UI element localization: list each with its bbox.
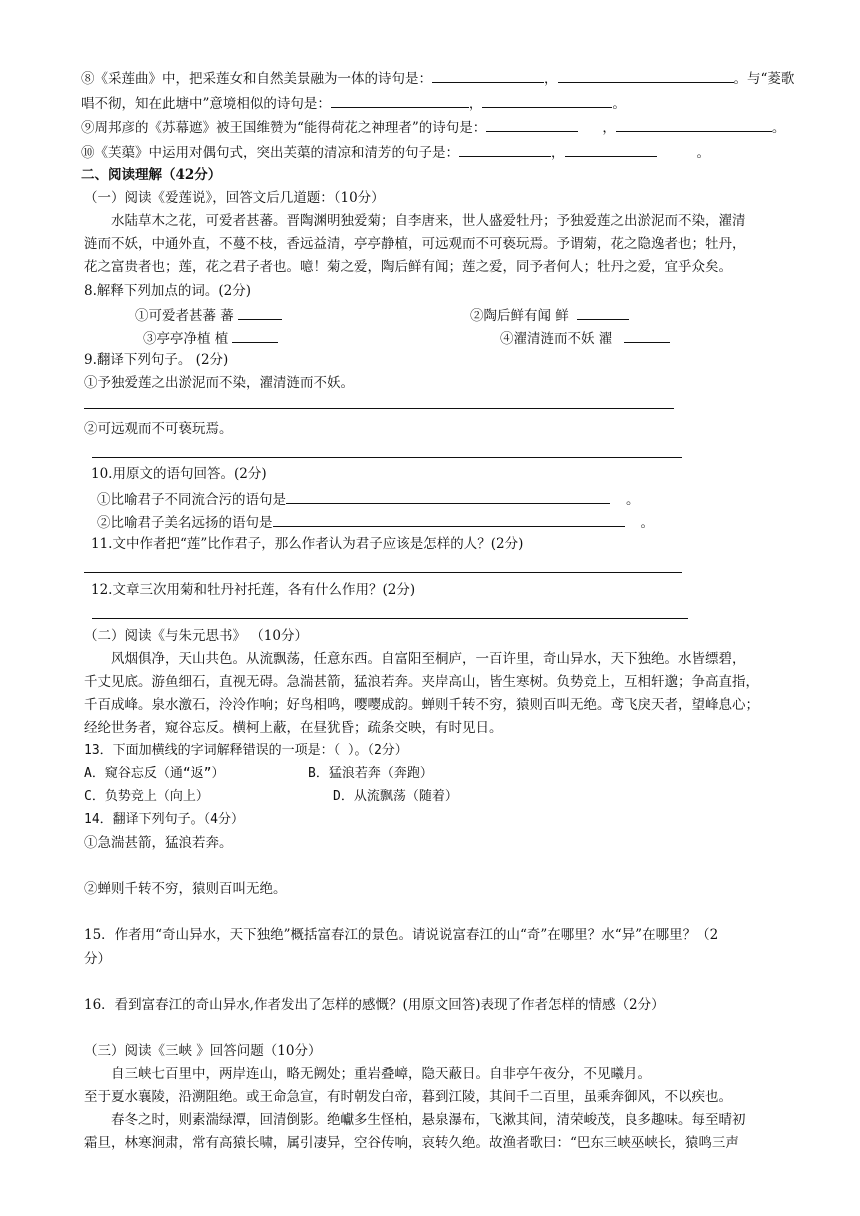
q8-item-1 xyxy=(135,305,282,325)
question-15-cont: 分） xyxy=(84,951,111,967)
passage-line: 霜旦，林寒涧肃，常有高猿长啸，属引凄异，空谷传响，哀转久绝。故渔者歌曰：“巴东三峡巫峡长，猿鸣三声 xyxy=(84,1135,739,1151)
question-14: 14．翻译下列句子。（4分） xyxy=(84,812,244,827)
answer-blank[interactable] xyxy=(432,68,544,83)
answer-blank[interactable] xyxy=(624,328,670,343)
q10-item-1-text: ①比喻君子不同流合污的语句是 xyxy=(97,492,286,508)
passage-line: 花之富贵者也；莲，花之君子者也。噫！菊之爱，陶后鲜有闻；莲之爱，同予者何人；牡丹之爱，宜乎众矣。 xyxy=(84,259,732,275)
q10-item-1 xyxy=(97,489,640,509)
q10-text-a: ⑩《芙蕖》中运用对偶句式，突出芙蕖的清凉和清芳的句子是： xyxy=(81,145,459,161)
q10-item-2 xyxy=(97,512,654,532)
passage-line: 自三峡七百里中，两岸连山，略无阙处；重岩叠嶂，隐天蔽日。自非亭午夜分，不见曦月。 xyxy=(111,1066,651,1082)
option-c[interactable]: C．负势竞上（向上） xyxy=(84,789,209,804)
passage-line: 经纶世务者，窥谷忘反。横柯上蔽，在昼犹昏；疏条交映，有时见日。 xyxy=(84,720,503,736)
q9-item-2: ②可远观而不可亵玩焉。 xyxy=(84,421,233,437)
q10-line xyxy=(81,142,710,162)
passage-line: 风烟俱净，天山共色。从流飘荡，任意东西。自富阳至桐庐，一百许里，奇山异水，天下独绝。水皆缥碧， xyxy=(111,651,746,667)
passage-line: 至于夏水襄陵，沿溯阻绝。或王命急宣，有时朝发白帝，暮到江陵，其间千二百里，虽乘奔御风，不以疾也。 xyxy=(84,1089,732,1105)
q9-text-b: ， xyxy=(602,120,616,136)
answer-blank[interactable] xyxy=(273,512,625,527)
q8-text-f: 。 xyxy=(612,96,626,112)
q8-text-b: ， xyxy=(544,71,558,87)
answer-line[interactable] xyxy=(92,457,682,458)
question-8: 8.解释下列加点的词。(2分) xyxy=(84,283,252,299)
question-9: 9.翻译下列句子。 (2分) xyxy=(84,352,229,368)
q8-item-3 xyxy=(143,328,278,348)
answer-blank[interactable] xyxy=(331,93,469,108)
answer-blank[interactable] xyxy=(558,68,734,83)
answer-blank[interactable] xyxy=(459,142,551,157)
q10-item-2-text: ②比喻君子美名远扬的语句是 xyxy=(97,515,273,531)
passage-line: 水陆草木之花，可爱者甚蕃。晋陶渊明独爱菊；自李唐来，世人盛爱牡丹；予独爱莲之出淤泥而不染，濯清 xyxy=(111,213,746,229)
answer-blank[interactable] xyxy=(238,305,282,320)
part3-title: （三）阅读《三峡 》回答问题（10分） xyxy=(84,1043,322,1059)
q10-text-c: 。 xyxy=(696,145,710,161)
answer-blank[interactable] xyxy=(232,328,278,343)
answer-blank[interactable] xyxy=(577,305,629,320)
q8-line2 xyxy=(81,93,626,113)
q8-item-1-text: ①可爱者甚蕃 蕃 xyxy=(135,308,234,324)
q8-text-c: 。与“菱歌 xyxy=(733,71,795,87)
answer-line[interactable] xyxy=(92,618,688,619)
part2-title: （二）阅读《与朱元思书》 （10分） xyxy=(84,628,308,644)
q8-item-3-text: ③亭亭净植 植 xyxy=(143,331,229,347)
question-13: 13．下面加横线的字词解释错误的一项是：（ ）。（2分） xyxy=(84,743,408,758)
question-15: 15．作者用“奇山异水，天下独绝”概括富春江的景色。请说说富春江的山“奇”在哪里？水“异”在哪里？（2 xyxy=(84,927,719,943)
q10-item-1-end: 。 xyxy=(626,492,640,508)
answer-blank[interactable] xyxy=(565,142,657,157)
answer-blank[interactable] xyxy=(486,117,578,132)
option-d[interactable]: D．从流飘荡（随着） xyxy=(333,789,458,804)
q9-text-c: 。 xyxy=(771,120,786,136)
q8-text-e: ， xyxy=(468,96,483,112)
q9-text-a: ⑨周邦彦的《苏幕遮》被王国维赞为“能得荷花之神理者”的诗句是： xyxy=(81,120,487,136)
answer-line[interactable] xyxy=(84,572,682,573)
answer-blank[interactable] xyxy=(482,93,612,108)
q8-item-2-text: ②陶后鲜有闻 鲜 xyxy=(470,308,569,324)
option-a[interactable]: A．窥谷忘反（通“返”） xyxy=(84,766,225,781)
passage-line: 涟而不妖，中通外直，不蔓不枝，香远益清，亭亭静植，可远观而不可亵玩焉。予谓菊，花之隐逸者也；牡丹， xyxy=(84,236,746,252)
q8-item-4-text: ④濯清涟而不妖 濯 xyxy=(500,331,613,347)
q14-item-2: ②蝉则千转不穷，猿则百叫无绝。 xyxy=(84,881,287,897)
passage-line: 春冬之时，则素湍绿潭，回清倒影。绝巘多生怪柏，悬泉瀑布，飞漱其间，清荣峻茂，良多趣味。每至晴初 xyxy=(111,1112,746,1128)
q8-line1 xyxy=(81,68,794,88)
answer-blank[interactable] xyxy=(616,117,772,132)
q8-item-4 xyxy=(500,328,670,348)
answer-blank[interactable] xyxy=(286,489,610,504)
answer-line[interactable] xyxy=(84,408,674,409)
q8-text-d: 唱不彻，知在此塘中”意境相似的诗句是： xyxy=(81,96,331,112)
section-title: 二、阅读理解（42分） xyxy=(81,167,222,183)
q9-item-1: ①予独爱莲之出淤泥而不染，濯清涟而不妖。 xyxy=(84,375,354,391)
q14-item-1: ①急湍甚箭，猛浪若奔。 xyxy=(84,835,233,851)
passage-line: 千丈见底。游鱼细石，直视无碍。急湍甚箭，猛浪若奔。夹岸高山，皆生寒树。负势竞上，互相轩邈；争高直指， xyxy=(84,674,759,690)
q8-text-a: ⑧《采莲曲》中，把采莲女和自然美景融为一体的诗句是： xyxy=(81,71,432,87)
q8-item-2 xyxy=(470,305,629,325)
question-11: 11.文中作者把“莲”比作君子，那么作者认为君子应该是怎样的人？(2分) xyxy=(91,536,524,552)
q9-line xyxy=(81,117,785,137)
passage-line: 千百成峰。泉水激石，泠泠作响；好鸟相鸣，嘤嘤成韵。蝉则千转不穷，猿则百叫无绝。鸢飞戾天者，望峰息心； xyxy=(84,697,759,713)
option-b[interactable]: B．猛浪若奔（奔跑） xyxy=(308,766,433,781)
question-16: 16．看到富春江的奇山异水,作者发出了怎样的感慨？(用原文回答)表现了作者怎样的情感（2分） xyxy=(84,997,665,1013)
question-10: 10.用原文的语句回答。(2分) xyxy=(91,466,267,482)
question-12: 12.文章三次用菊和牡丹衬托莲，各有什么作用？(2分) xyxy=(91,582,416,598)
q10-text-b: ， xyxy=(551,145,565,161)
part1-title: （一）阅读《爱莲说》，回答文后几道题：（10分） xyxy=(84,190,385,206)
q10-item-2-end: 。 xyxy=(640,515,654,531)
